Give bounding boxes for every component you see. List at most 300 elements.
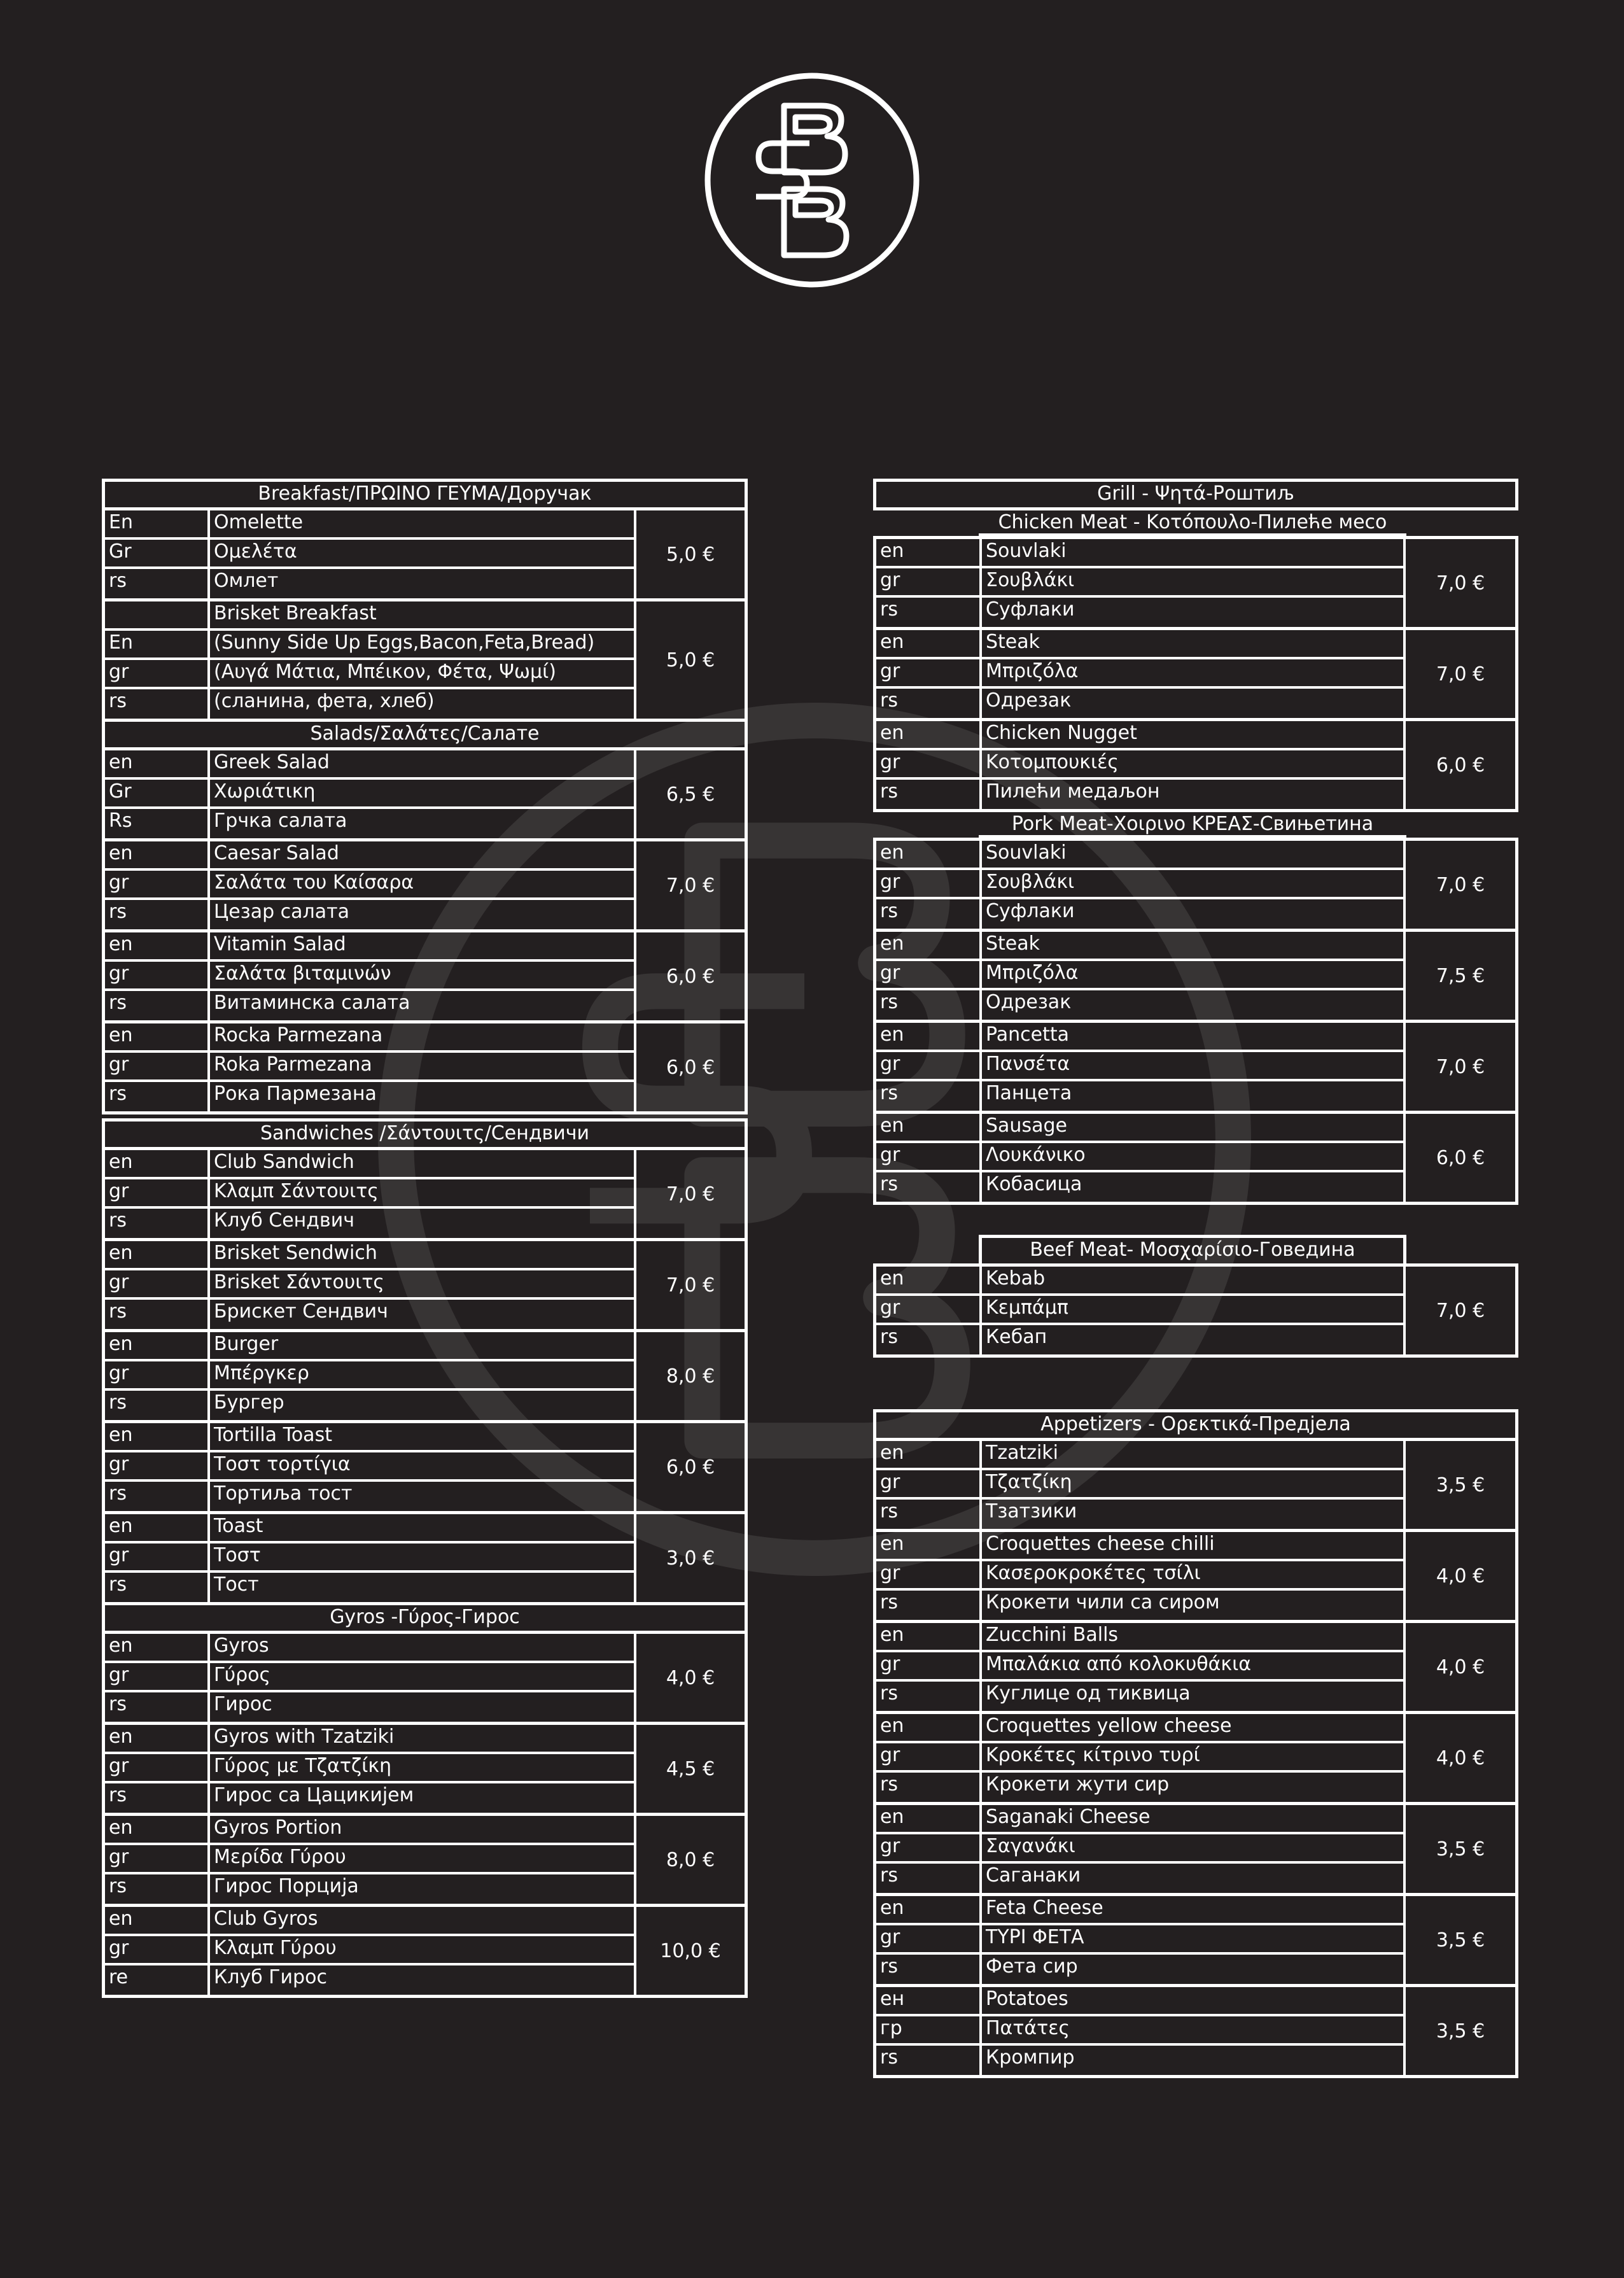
item-price: 6,0 € [1403,1114,1515,1202]
item-name: Грчка салата [214,810,347,832]
menu-row [105,1907,634,1936]
menu-row [876,721,1403,750]
item-name: Саганаки [986,1864,1081,1887]
item-name: Gyros with Tzatziki [214,1726,395,1748]
menu-row [105,1270,634,1300]
menu-row [105,1361,634,1391]
menu-row [876,1805,1403,1834]
menu-row [876,750,1403,780]
item-name: Тост [214,1573,259,1596]
item-name: Πανσέτα [986,1053,1070,1075]
menu-row [105,1845,634,1874]
item-price: 6,0 € [634,932,745,1020]
item-name: Steak [986,932,1040,955]
menu-row [105,1543,634,1573]
menu-row [876,1296,1403,1325]
menu-row [105,540,634,569]
item-name: Λουκάνικο [986,1144,1086,1166]
item-price: 7,0 € [634,1150,745,1238]
menu-item-group [873,1111,1518,1205]
lang-code: gr [105,660,210,687]
section-title: Grill - Ψητά-Роштиљ [873,479,1518,510]
item-price: 4,0 € [634,1634,745,1722]
lang-code: rs [876,1500,982,1529]
menu-row [876,1987,1403,2016]
item-name: Caesar Salad [214,842,339,864]
item-price: 3,5 € [1403,1896,1515,1984]
item-name: Souvlaki [986,540,1067,562]
lang-code: gr [876,659,982,686]
item-name: Рока Пармезана [214,1083,377,1105]
lang-code: gr [105,1452,210,1479]
menu-row [876,598,1403,627]
lang-code: rs [876,1325,982,1354]
item-name: Гирос са Цацикијем [214,1784,414,1806]
menu-row [105,1725,634,1754]
menu-row [876,539,1403,568]
lang-code: en [876,1441,982,1468]
menu-row [105,601,634,631]
lang-code: gr [876,1052,982,1079]
menu-item-group [873,929,1518,1023]
menu-row [876,1532,1403,1561]
menu-row [105,1082,634,1111]
menu-row [876,2046,1403,2075]
lang-code: rs [876,1591,982,1620]
menu-row [105,1783,634,1813]
item-price: 7,0 € [1403,841,1515,929]
menu-row [105,1179,634,1209]
section-title: Beef Meat- Μοσχαρίσιο-Говедина [979,1235,1406,1267]
item-name: Клуб Сендвич [214,1209,354,1232]
menu-row [105,750,634,780]
menu-row [105,1241,634,1270]
menu-row [105,1423,634,1452]
lang-code: en [876,630,982,657]
item-name: Πατάτες [986,2017,1070,2039]
menu-row [105,1150,634,1179]
lang-code: rs [105,1482,210,1511]
menu-row [876,630,1403,659]
item-name: Кромпир [986,2046,1075,2069]
lang-code: gr [105,1270,210,1297]
lang-code: гр [876,2016,982,2043]
item-name: Μπριζόλα [986,962,1079,984]
menu-row [105,1332,634,1361]
item-price: 6,0 € [1403,721,1515,809]
lang-code: rs [876,899,982,929]
menu-row [876,990,1403,1020]
item-name: Tortilla Toast [214,1424,332,1446]
menu-row [105,689,634,719]
lang-code: gr [105,1179,210,1206]
lang-code: rs [876,1955,982,1984]
item-name: Greek Salad [214,751,330,773]
menu-row [876,1925,1403,1955]
lang-code [105,601,210,628]
item-name: Brisket Breakfast [214,602,377,624]
menu-item-group [102,838,748,932]
item-name: Zucchini Balls [986,1624,1119,1646]
menu-row [876,1896,1403,1925]
menu-row [105,631,634,660]
menu-row [105,1573,634,1602]
menu-row [105,1053,634,1082]
item-name: Χωριάτικη [214,780,316,803]
menu-item-group [102,747,748,841]
lang-code: gr [876,568,982,595]
item-name: Κασεροκροκέτες τσίλι [986,1562,1201,1584]
item-price: 4,5 € [634,1725,745,1813]
menu-row [105,871,634,900]
menu-item-group [102,1813,748,1907]
item-name: Κεμπάμπ [986,1297,1068,1319]
menu-row [876,1172,1403,1202]
lang-code: en [105,1907,210,1934]
lang-code: En [105,631,210,657]
item-name: Омлет [214,570,279,592]
lang-code: re [105,1965,210,1995]
lang-code: en [876,1623,982,1650]
item-name: Τζατζίκη [986,1471,1072,1493]
lang-code: rs [105,1783,210,1813]
item-price: 7,0 € [1403,630,1515,718]
menu-item-group [102,598,748,722]
item-name: Суфлаки [986,598,1075,621]
menu-row [105,962,634,991]
item-name: Кобасица [986,1173,1082,1195]
item-name: Ομελέτα [214,540,297,563]
item-price: 6,0 € [634,1423,745,1511]
item-name: Бургер [214,1391,284,1414]
menu-row [105,1816,634,1845]
menu-row [876,1652,1403,1682]
menu-item-group [102,1147,748,1241]
menu-row [876,1591,1403,1620]
lang-code: en [105,841,210,868]
item-name: Цезар салата [214,901,349,923]
lang-code: en [876,721,982,748]
lang-code: en [105,1514,210,1541]
menu-item-group [873,1529,1518,1623]
menu-row [876,841,1403,870]
item-price: 10,0 € [634,1907,745,1995]
lang-code: rs [876,1172,982,1202]
item-name: Omelette [214,511,304,533]
lang-code: gr [876,1834,982,1861]
item-name: Steak [986,631,1040,653]
lang-code: gr [105,1845,210,1872]
item-price: 6,0 € [634,1023,745,1111]
menu-item-group [873,1620,1518,1714]
item-name: Μπριζόλα [986,660,1079,682]
item-name: Rocka Parmezana [214,1024,383,1046]
item-name: Гирос [214,1693,272,1715]
menu-row [876,1470,1403,1500]
item-name: Τοστ [214,1544,261,1566]
menu-row [876,780,1403,809]
lang-code: rs [105,1391,210,1420]
lang-code: gr [105,1936,210,1963]
menu-row [876,1743,1403,1773]
lang-code: rs [105,1300,210,1329]
item-name: (сланина, фета, хлеб) [214,690,435,712]
lang-code: Gr [105,780,210,806]
item-name: Saganaki Cheese [986,1806,1151,1828]
item-name: Potatoes [986,1988,1068,2010]
lang-code: rs [876,1081,982,1111]
sbb-logo-icon [703,71,921,290]
lang-code: gr [105,1361,210,1388]
menu-row [876,568,1403,598]
item-price: 4,0 € [1403,1532,1515,1620]
item-name: Μπέργκερ [214,1362,309,1384]
lang-code: Gr [105,540,210,566]
item-price: 3,5 € [1403,1987,1515,2075]
menu-item-group [873,718,1518,812]
lang-code: gr [105,1053,210,1079]
lang-code: en [105,1150,210,1177]
item-name: Tzatziki [986,1442,1059,1464]
menu-item-group [102,929,748,1023]
menu-row [105,1209,634,1238]
menu-row [105,1482,634,1511]
item-price: 4,0 € [1403,1714,1515,1802]
lang-code: rs [105,900,210,929]
lang-code: gr [105,1543,210,1570]
menu-row [105,660,634,689]
menu-item-group [102,1904,748,1998]
menu-row [876,659,1403,689]
lang-code: en [876,1114,982,1141]
menu-row [105,841,634,871]
lang-code: rs [876,2046,982,2075]
item-name: Κροκέτες κίτρινο τυρί [986,1744,1200,1766]
menu-row [105,1391,634,1420]
lang-code: rs [876,990,982,1020]
lang-code: en [876,1023,982,1050]
menu-item-group [873,1263,1518,1358]
item-name: Брискет Сендвич [214,1300,388,1323]
lang-code: en [105,750,210,777]
menu-item-group [873,1802,1518,1896]
item-name: Крокети жути сир [986,1773,1170,1796]
item-name: Croquettes cheese chilli [986,1533,1215,1555]
item-name: Σουβλάκι [986,871,1075,893]
item-name: Одрезак [986,991,1072,1013]
lang-code: en [876,841,982,868]
lang-code: gr [876,870,982,897]
lang-code: rs [876,598,982,627]
item-name: Toast [214,1515,263,1537]
lang-code: rs [876,689,982,718]
item-name: Суфлаки [986,900,1075,922]
menu-item-group [873,1438,1518,1532]
item-name: Vitamin Salad [214,933,346,955]
item-name: Sausage [986,1114,1067,1137]
menu-row [876,1561,1403,1591]
menu-row [876,1114,1403,1143]
item-name: Σαλάτα βιταμινών [214,962,391,985]
lang-code: rs [876,1864,982,1893]
item-name: (Sunny Side Up Eggs,Bacon,Feta,Bread) [214,631,595,654]
menu-item-group [873,838,1518,932]
menu-item-group [873,627,1518,721]
item-price: 5,0 € [634,510,745,598]
lang-code: rs [105,1573,210,1602]
lang-code: rs [876,1773,982,1802]
menu-row [876,1023,1403,1052]
item-price: 3,5 € [1403,1441,1515,1529]
menu-item-group [102,1238,748,1332]
item-name: Feta Cheese [986,1897,1103,1919]
lang-code: rs [105,991,210,1020]
lang-code: gr [876,1925,982,1952]
item-name: Клуб Гирос [214,1966,327,1988]
lang-code: en [876,1805,982,1832]
lang-code: en [876,1532,982,1559]
item-price: 3,0 € [634,1514,745,1602]
item-name: Гирос Порција [214,1875,359,1897]
item-name: Club Gyros [214,1908,318,1930]
lang-code: en [105,1241,210,1268]
lang-code: gr [876,1561,982,1588]
item-price: 6,5 € [634,750,745,838]
lang-code: gr [105,871,210,897]
item-name: Μπαλάκια από κολοκυθάκια [986,1653,1252,1675]
lang-code: gr [105,962,210,988]
lang-code: en [876,1896,982,1923]
menu-item-group [102,1420,748,1514]
lang-code: en [876,1714,982,1741]
menu-row [876,1052,1403,1081]
lang-code: rs [105,1692,210,1722]
lang-code: rs [105,569,210,598]
lang-code: rs [876,1682,982,1711]
item-price: 5,0 € [634,601,745,719]
menu-item-group [873,1984,1518,2078]
section-title: Breakfast/ΠΡΩΙΝΟ ΓΕΥΜΑ/Доручак [102,479,748,510]
item-name: Одрезак [986,689,1072,712]
item-name: Γύρος με Τζατζίκη [214,1755,392,1777]
menu-row [105,932,634,962]
item-name: Тзатзики [986,1500,1077,1522]
menu-row [105,900,634,929]
menu-row [876,1081,1403,1111]
menu-row [105,1663,634,1692]
menu-row [876,1864,1403,1893]
item-name: Κλαμπ Γύρου [214,1937,337,1959]
menu-item-group [102,1511,748,1605]
item-name: Куглице од тиквица [986,1682,1191,1705]
menu-row [105,510,634,540]
item-name: (Αυγά Μάτια, Μπέικον, Φέτα, Ψωμί) [214,661,556,683]
section-title: Chicken Meat - Κοτόπουλο-Пилеће месо [979,507,1406,537]
menu-row [876,1773,1403,1802]
lang-code: gr [876,1296,982,1323]
item-price: 7,5 € [1403,932,1515,1020]
menu-row [105,1023,634,1053]
item-name: Пилећи медаљон [986,780,1160,803]
menu-row [105,1754,634,1783]
lang-code: en [105,1332,210,1359]
item-price: 3,5 € [1403,1805,1515,1893]
item-name: Burger [214,1333,279,1355]
item-name: Souvlaki [986,841,1067,864]
menu-row [105,991,634,1020]
item-name: Кебап [986,1326,1047,1348]
menu-row [876,689,1403,718]
menu-row [876,1267,1403,1296]
lang-code: En [105,510,210,537]
lang-code: rs [105,1082,210,1111]
lang-code: gr [876,1143,982,1170]
menu-row [105,1965,634,1995]
item-name: Κλαμπ Σάντουιτς [214,1180,379,1202]
menu-row [105,1514,634,1543]
lang-code: Rs [105,809,210,838]
item-price: 7,0 € [1403,1023,1515,1111]
item-name: Brisket Sendwich [214,1242,377,1264]
menu-row [876,2016,1403,2046]
item-name: Τοστ τορτίγια [214,1453,351,1475]
lang-code: en [876,1267,982,1293]
item-price: 8,0 € [634,1816,745,1904]
menu-item-group [873,1893,1518,1987]
item-name: Фета сир [986,1955,1078,1978]
section-title: Gyros -Γύρος-Гирос [102,1602,748,1634]
menu-item-group [102,1722,748,1816]
section-title: Appetizers - Ορεκτικά-Предјела [873,1409,1518,1441]
menu-row [105,1634,634,1663]
menu-row [105,1936,634,1965]
lang-code: rs [105,1874,210,1904]
lang-code: en [876,539,982,566]
menu-row [876,1500,1403,1529]
menu-row [876,1623,1403,1652]
menu-item-group [873,1711,1518,1805]
item-name: Крокети чили са сиром [986,1591,1220,1614]
lang-code: rs [105,689,210,719]
menu-row [876,870,1403,899]
lang-code: rs [105,1209,210,1238]
section-title: Sandwiches /Σάντουιτς/Сендвичи [102,1118,748,1150]
menu-row [105,569,634,598]
menu-item-group [102,1329,748,1423]
item-name: Gyros [214,1635,269,1657]
section-title: Salads/Σαλάτες/Салате [102,719,748,750]
item-price: 8,0 € [634,1332,745,1420]
lang-code: gr [876,1470,982,1497]
menu-row [105,1452,634,1482]
lang-code: en [876,932,982,959]
menu-row [876,1834,1403,1864]
item-name: Chicken Nugget [986,722,1137,744]
item-name: Gyros Portion [214,1817,342,1839]
menu-row [876,961,1403,990]
item-name: Витаминска салата [214,992,410,1014]
menu-row [876,1714,1403,1743]
menu-row [105,809,634,838]
lang-code: gr [876,961,982,988]
lang-code: en [105,1023,210,1050]
lang-code: gr [876,1743,982,1770]
menu-row [105,1692,634,1722]
item-name: Club Sandwich [214,1151,354,1173]
lang-code: gr [105,1663,210,1690]
item-name: Панцета [986,1082,1072,1104]
lang-code: en [105,1634,210,1661]
